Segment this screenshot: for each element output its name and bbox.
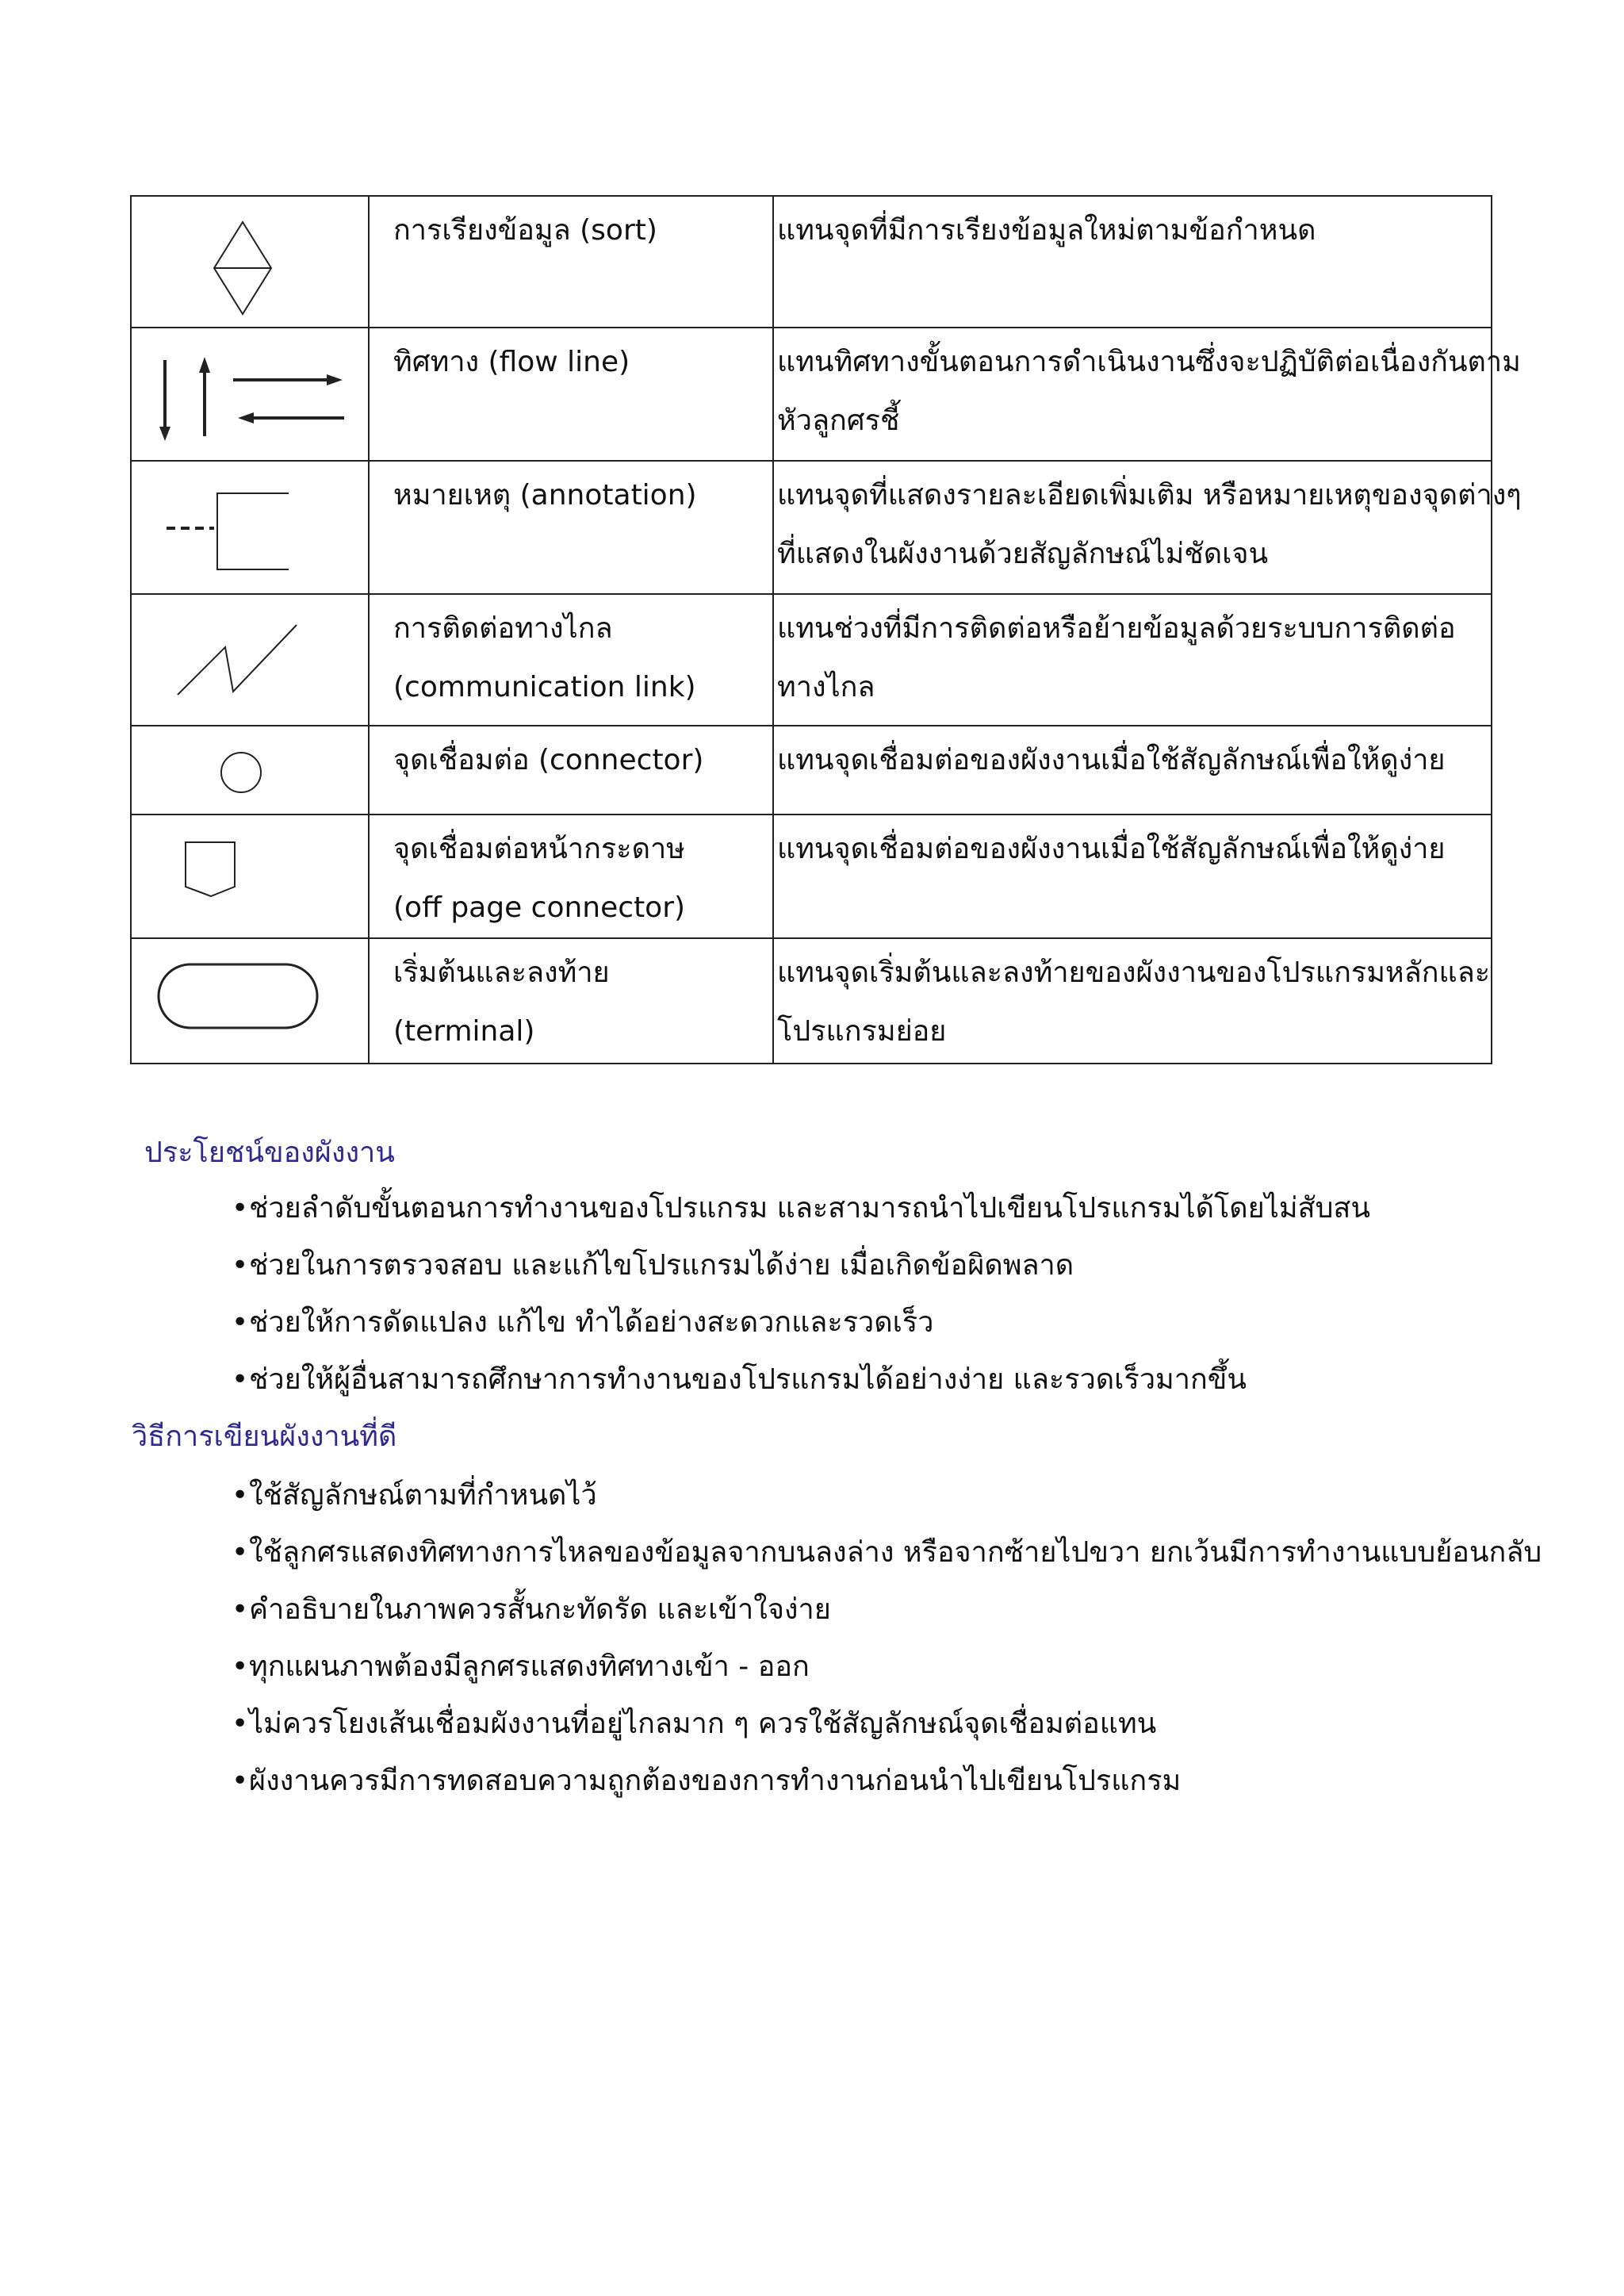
benefits-heading: ประโยชน์ของผังงาน <box>144 1137 395 1169</box>
symbol-cell <box>131 594 369 726</box>
list-item <box>232 1351 1370 1409</box>
symbol-cell <box>131 328 369 461</box>
bullet-icon: • <box>232 1708 249 1740</box>
symbol-description-cell <box>773 196 1492 328</box>
list-item-text: ทุกแผนภาพต้องมีลูกศรแสดงทิศทางเข้า - ออก <box>249 1650 810 1683</box>
symbol-description-cell <box>773 461 1522 594</box>
list-item-text: ใช้สัญลักษณ์ตามที่กำหนดไว้ <box>249 1479 597 1512</box>
symbol-cell <box>131 815 369 938</box>
list-item <box>232 1237 1370 1294</box>
symbol-name: (communication link) <box>393 671 696 703</box>
symbol-description-cell <box>773 938 1492 1064</box>
symbol-cell <box>131 196 369 328</box>
list-item <box>232 1294 1370 1351</box>
symbol-name: (terminal) <box>393 1015 535 1048</box>
symbol-description: แทนทิศทางขั้นตอนการดำเนินงานซึ่งจะปฏิบัติต่อเนื่องกันตาม <box>777 346 1521 378</box>
bullet-icon: • <box>232 1650 249 1683</box>
symbol-description-cell <box>773 328 1521 461</box>
list-item-text: ใช้ลูกศรแสดงทิศทางการไหลของข้อมูลจากบนลงล่าง หรือจากซ้ายไปขวา ยกเว้นมีการทำงานแบบย้อนกลับ <box>249 1536 1542 1569</box>
list-item <box>232 1180 1370 1237</box>
symbol-name: จุดเชื่อมต่อหน้ากระดาษ <box>393 833 685 865</box>
table-row <box>131 196 1492 328</box>
list-item-text: คำอธิบายในภาพควรสั้นกะทัดรัด และเข้าใจง่าย <box>249 1593 831 1626</box>
bullet-icon: • <box>232 1249 249 1282</box>
symbol-description: ที่แสดงในผังงานด้วยสัญลักษณ์ไม่ชัดเจน <box>777 538 1269 570</box>
symbol-name-cell <box>369 594 773 726</box>
table-row <box>131 815 1492 938</box>
symbol-name: ทิศทาง (flow line) <box>393 346 630 378</box>
table-row <box>131 726 1492 815</box>
off-page-connector-icon <box>132 815 370 939</box>
symbol-description-cell <box>773 815 1492 938</box>
symbol-cell <box>131 726 369 815</box>
flowchart-symbols-table <box>130 195 1522 1064</box>
bullet-icon: • <box>232 1536 249 1569</box>
symbol-name-cell <box>369 461 773 594</box>
sort-diamond-icon <box>132 197 370 328</box>
symbol-description: หัวลูกศรชี้ <box>777 404 900 437</box>
list-item-text: ช่วยลำดับขั้นตอนการทำงานของโปรแกรม และสามารถนำไปเขียนโปรแกรมได้โดยไม่สับสน <box>249 1192 1371 1225</box>
symbol-name-cell <box>369 726 773 815</box>
good-flowchart-list <box>232 1467 1542 1810</box>
terminal-rounded-icon <box>132 939 370 1064</box>
symbol-name: การติดต่อทางไกล <box>393 612 613 645</box>
list-item-text: ช่วยในการตรวจสอบ และแก้ไขโปรแกรมได้ง่าย เมื่อเกิดข้อผิดพลาด <box>249 1249 1074 1282</box>
symbol-description: แทนช่วงที่มีการติดต่อหรือย้ายข้อมูลด้วยระบบการติดต่อ <box>777 612 1456 645</box>
table-row <box>131 938 1492 1064</box>
symbol-description: แทนจุดเชื่อมต่อของผังงานเมื่อใช้สัญลักษณ์เพื่อให้ดูง่าย <box>777 744 1446 776</box>
bullet-icon: • <box>232 1306 249 1339</box>
list-item-text: ผังงานควรมีการทดสอบความถูกต้องของการทำงานก่อนนำไปเขียนโปรแกรม <box>249 1765 1182 1797</box>
symbol-name: เริ่มต้นและลงท้าย <box>393 956 610 989</box>
list-item-text: ช่วยให้การดัดแปลง แก้ไข ทำได้อย่างสะดวกและรวดเร็ว <box>249 1306 934 1339</box>
list-item-text: ไม่ควรโยงเส้นเชื่อมผังงานที่อยู่ไกลมาก ๆ ควรใช้สัญลักษณ์จุดเชื่อมต่อแทน <box>249 1708 1157 1740</box>
symbol-description: แทนจุดที่แสดงรายละเอียดเพิ่มเติม หรือหมายเหตุของจุดต่างๆ <box>777 479 1522 512</box>
bullet-icon: • <box>232 1765 249 1797</box>
table-row <box>131 328 1492 461</box>
symbol-description: แทนจุดเชื่อมต่อของผังงานเมื่อใช้สัญลักษณ์เพื่อให้ดูง่าย <box>777 833 1446 865</box>
symbol-name: (off page connector) <box>393 891 686 924</box>
symbol-cell <box>131 461 369 594</box>
communication-link-icon <box>132 595 370 726</box>
symbol-name-cell <box>369 196 773 328</box>
symbol-description: แทนจุดที่มีการเรียงข้อมูลใหม่ตามข้อกำหนด <box>777 214 1316 247</box>
list-item <box>232 1639 1542 1696</box>
symbol-description-cell <box>773 726 1492 815</box>
symbol-name-cell <box>369 938 773 1064</box>
table-row <box>131 461 1492 594</box>
flow-line-arrows-icon <box>132 328 370 462</box>
annotation-bracket-icon <box>132 462 370 595</box>
benefits-list <box>232 1180 1370 1409</box>
list-item <box>232 1581 1542 1639</box>
connector-circle-icon <box>132 726 370 815</box>
list-item <box>232 1524 1542 1581</box>
list-item <box>232 1753 1542 1810</box>
bullet-icon: • <box>232 1479 249 1512</box>
list-item <box>232 1696 1542 1753</box>
symbol-name: จุดเชื่อมต่อ (connector) <box>393 744 704 776</box>
bullet-icon: • <box>232 1192 249 1225</box>
symbol-description-cell <box>773 594 1492 726</box>
symbol-name-cell <box>369 815 773 938</box>
bullet-icon: • <box>232 1593 249 1626</box>
list-item-text: ช่วยให้ผู้อื่นสามารถศึกษาการทำงานของโปรแกรมได้อย่างง่าย และรวดเร็วมากขึ้น <box>249 1363 1247 1396</box>
table-row <box>131 594 1492 726</box>
symbol-name: หมายเหตุ (annotation) <box>393 479 697 512</box>
symbol-name: การเรียงข้อมูล (sort) <box>393 214 657 247</box>
good-flowchart-heading: วิธีการเขียนผังงานที่ดี <box>132 1420 397 1453</box>
bullet-icon: • <box>232 1363 249 1396</box>
symbol-name-cell <box>369 328 773 461</box>
symbol-description: โปรแกรมย่อย <box>777 1015 947 1048</box>
list-item <box>232 1467 1542 1524</box>
symbol-description: ทางไกล <box>777 671 875 703</box>
symbol-cell <box>131 938 369 1064</box>
symbol-description: แทนจุดเริ่มต้นและลงท้ายของผังงานของโปรแกรมหลักและ <box>777 956 1491 989</box>
